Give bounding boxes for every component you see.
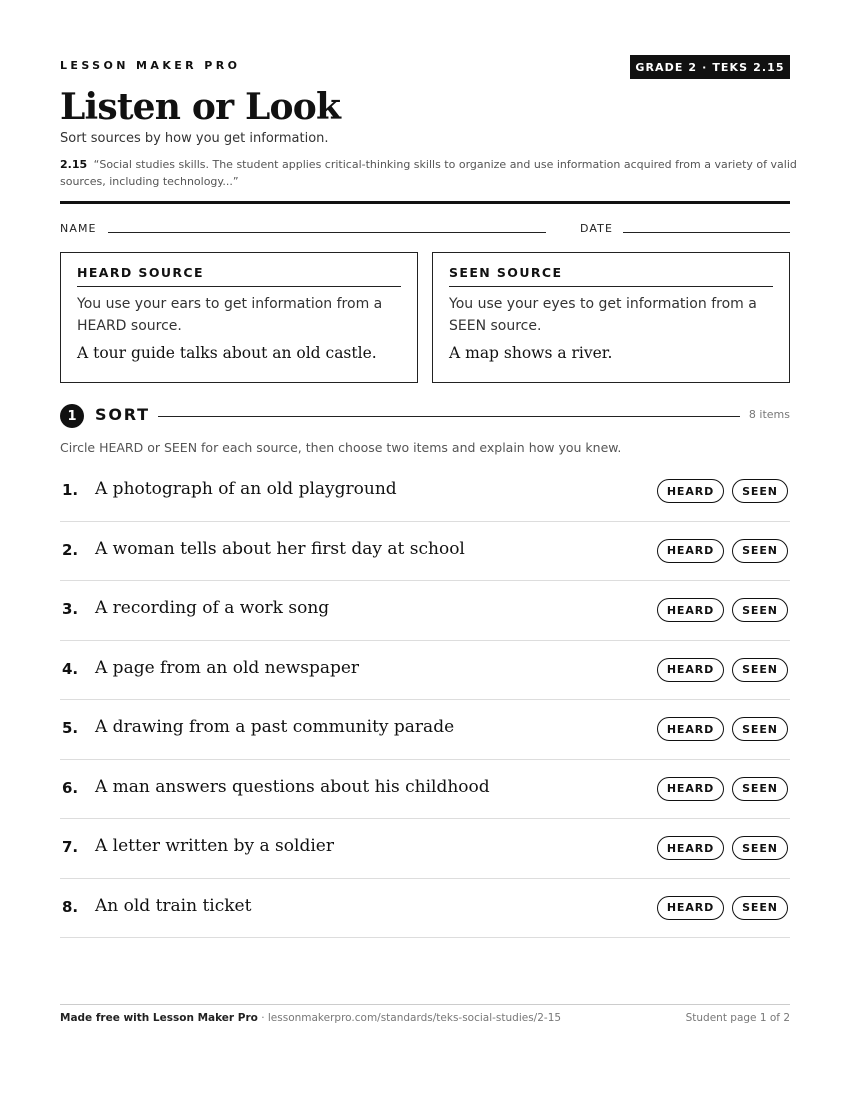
choice-group xyxy=(657,539,788,563)
list-item xyxy=(60,760,790,820)
heard-source-text: You use your ears to get information from a HEARD source. xyxy=(77,296,383,334)
item-number: 8. xyxy=(62,897,79,916)
heard-choice[interactable]: HEARD xyxy=(657,539,724,563)
item-text: A drawing from a past community parade xyxy=(95,717,455,737)
item-text: A recording of a work song xyxy=(95,598,330,618)
header-divider xyxy=(60,201,790,204)
section-divider xyxy=(158,416,740,417)
item-text: A man answers questions about his childhood xyxy=(95,776,490,797)
seen-choice[interactable]: SEEN xyxy=(732,836,788,860)
standard-text: “Social studies skills. The student applies critical-thinking skills to organize and use information acquired from a variety of valid sources, including technology...” xyxy=(60,158,797,188)
item-number: 5. xyxy=(62,719,79,737)
item-number: 4. xyxy=(62,659,79,678)
name-label: NAME xyxy=(60,222,97,235)
name-field[interactable] xyxy=(108,232,546,233)
heard-source-box xyxy=(60,252,418,383)
list-item xyxy=(60,641,790,701)
heard-choice[interactable]: HEARD xyxy=(657,836,724,860)
seen-choice[interactable]: SEEN xyxy=(732,539,788,563)
brand-label: LESSON MAKER PRO xyxy=(60,59,241,72)
sort-instructions: Circle HEARD or SEEN for each source, then choose two items and explain how you knew. xyxy=(60,440,622,455)
standard-description xyxy=(60,156,800,190)
item-text: A page from an old newspaper xyxy=(95,657,360,678)
seen-source-heading: SEEN SOURCE xyxy=(449,265,773,287)
heard-choice[interactable]: HEARD xyxy=(657,479,724,503)
item-text: A letter written by a soldier xyxy=(95,836,334,856)
footer-url[interactable]: · lessonmakerpro.com/standards/teks-social-studies/2-15 xyxy=(257,1012,562,1024)
section-title: SORT xyxy=(95,405,150,424)
heard-choice[interactable]: HEARD xyxy=(657,717,724,741)
heard-source-example: A tour guide talks about an old castle. xyxy=(77,344,377,362)
item-number: 1. xyxy=(62,481,79,499)
heard-choice[interactable]: HEARD xyxy=(657,896,724,920)
heard-choice[interactable]: HEARD xyxy=(657,658,724,682)
item-text: A woman tells about her first day at school xyxy=(95,538,465,559)
choice-group xyxy=(657,896,788,920)
choice-group xyxy=(657,777,788,801)
list-item xyxy=(60,819,790,879)
choice-group xyxy=(657,717,788,741)
list-item xyxy=(60,581,790,641)
seen-choice[interactable]: SEEN xyxy=(732,717,788,741)
item-number: 7. xyxy=(62,838,79,856)
heard-choice[interactable]: HEARD xyxy=(657,598,724,622)
seen-choice[interactable]: SEEN xyxy=(732,658,788,682)
list-item xyxy=(60,879,790,939)
seen-source-text: You use your eyes to get information from a SEEN source. xyxy=(449,296,757,334)
footer-credit xyxy=(60,1012,561,1024)
page-subtitle: Sort sources by how you get information. xyxy=(60,131,329,146)
footer-page-number: Student page 1 of 2 xyxy=(685,1012,790,1024)
seen-choice[interactable]: SEEN xyxy=(732,896,788,920)
standard-code: 2.15 xyxy=(60,158,88,171)
list-item xyxy=(60,522,790,582)
heard-source-heading: HEARD SOURCE xyxy=(77,265,401,287)
seen-choice[interactable]: SEEN xyxy=(732,598,788,622)
seen-choice[interactable]: SEEN xyxy=(732,479,788,503)
section-number-badge: 1 xyxy=(60,404,84,428)
item-number: 3. xyxy=(62,600,79,618)
item-number: 6. xyxy=(62,778,79,797)
item-list xyxy=(60,462,790,938)
date-field[interactable] xyxy=(623,232,790,233)
seen-source-example: A map shows a river. xyxy=(449,344,613,362)
date-label: DATE xyxy=(580,222,614,235)
page-title: Listen or Look xyxy=(60,86,341,128)
choice-group xyxy=(657,836,788,860)
item-count: 8 items xyxy=(748,408,790,421)
seen-source-box xyxy=(432,252,790,383)
heard-choice[interactable]: HEARD xyxy=(657,777,724,801)
grade-badge: GRADE 2 · TEKS 2.15 xyxy=(630,55,790,79)
item-text: A photograph of an old playground xyxy=(95,479,397,499)
seen-choice[interactable]: SEEN xyxy=(732,777,788,801)
list-item xyxy=(60,700,790,760)
choice-group xyxy=(657,479,788,503)
footer-made-with: Made free with Lesson Maker Pro xyxy=(60,1012,258,1024)
footer-divider xyxy=(60,1004,790,1005)
choice-group xyxy=(657,598,788,622)
choice-group xyxy=(657,658,788,682)
item-text: An old train ticket xyxy=(95,895,252,916)
list-item xyxy=(60,462,790,522)
item-number: 2. xyxy=(62,540,79,559)
